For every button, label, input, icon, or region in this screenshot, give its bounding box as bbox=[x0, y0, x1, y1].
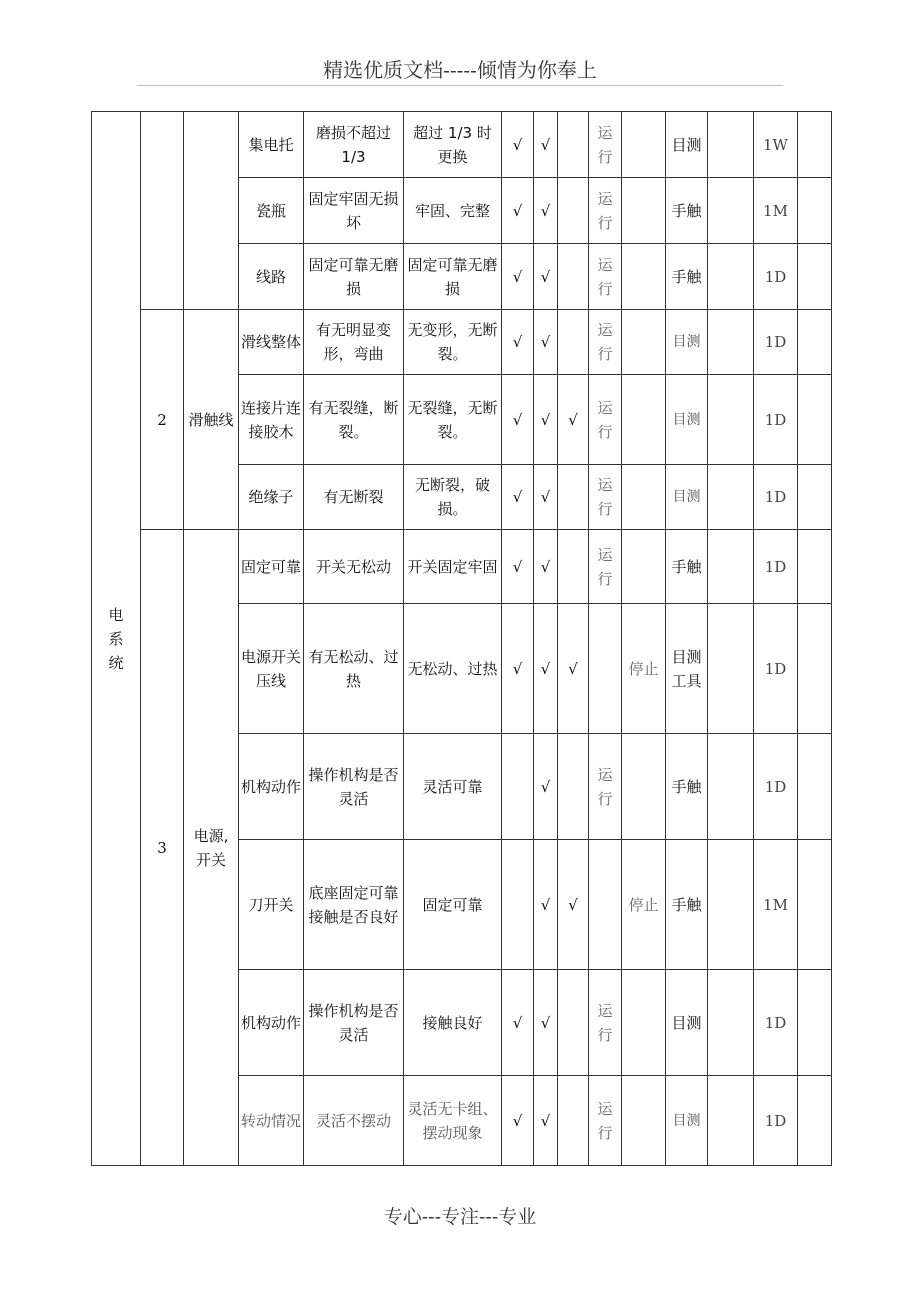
check-cell: √ bbox=[502, 310, 534, 375]
standard-cell: 无松动、过热 bbox=[404, 604, 502, 734]
check-cell: √ bbox=[502, 178, 534, 244]
method-cell: 目测 工具 bbox=[666, 604, 708, 734]
check-cell: √ bbox=[558, 840, 589, 970]
content-cell: 固定可靠无磨损 bbox=[304, 244, 404, 310]
blank-cell bbox=[708, 112, 754, 178]
standard-cell: 固定可靠 bbox=[404, 840, 502, 970]
cycle-cell: 1D bbox=[754, 244, 798, 310]
header-rule bbox=[138, 85, 782, 86]
check-cell bbox=[558, 530, 589, 604]
state-run-cell bbox=[589, 840, 622, 970]
blank-cell bbox=[798, 970, 832, 1076]
standard-cell: 牢固、完整 bbox=[404, 178, 502, 244]
check-cell bbox=[502, 840, 534, 970]
blank-cell bbox=[798, 840, 832, 970]
content-cell: 有无断裂 bbox=[304, 465, 404, 530]
standard-cell: 超过 1/3 时更换 bbox=[404, 112, 502, 178]
part-cell: 连接片连接胶木 bbox=[239, 375, 304, 465]
state-run-cell: 运行 bbox=[589, 530, 622, 604]
content-cell: 底座固定可靠 接触是否良好 bbox=[304, 840, 404, 970]
check-cell: √ bbox=[502, 244, 534, 310]
blank-cell bbox=[708, 840, 754, 970]
part-cell: 绝缘子 bbox=[239, 465, 304, 530]
content-cell: 有无裂缝，断裂。 bbox=[304, 375, 404, 465]
blank-cell bbox=[708, 970, 754, 1076]
content-cell: 操作机构是否 灵活 bbox=[304, 734, 404, 840]
part-cell: 瓷瓶 bbox=[239, 178, 304, 244]
check-cell bbox=[558, 178, 589, 244]
cycle-cell: 1D bbox=[754, 734, 798, 840]
check-cell: √ bbox=[502, 375, 534, 465]
check-cell: √ bbox=[534, 1076, 558, 1166]
check-cell bbox=[558, 734, 589, 840]
state-run-cell: 运行 bbox=[589, 178, 622, 244]
blank-cell bbox=[798, 604, 832, 734]
page-header: 精选优质文档-----倾情为你奉上 bbox=[323, 58, 597, 82]
check-cell bbox=[558, 1076, 589, 1166]
cycle-cell: 1D bbox=[754, 970, 798, 1076]
part-cell: 机构动作 bbox=[239, 734, 304, 840]
check-cell bbox=[558, 244, 589, 310]
state-run-cell: 运行 bbox=[589, 970, 622, 1076]
blank-cell bbox=[708, 734, 754, 840]
check-cell: √ bbox=[502, 465, 534, 530]
state-stop-cell bbox=[622, 112, 666, 178]
system-label-char: 电 bbox=[108, 605, 124, 624]
method-cell: 手触 bbox=[666, 734, 708, 840]
check-cell: √ bbox=[534, 840, 558, 970]
state-run-cell bbox=[589, 604, 622, 734]
cycle-cell: 1D bbox=[754, 604, 798, 734]
method-cell: 手触 bbox=[666, 530, 708, 604]
group-name bbox=[184, 112, 239, 310]
blank-cell bbox=[798, 310, 832, 375]
table-row bbox=[92, 310, 832, 375]
check-cell: √ bbox=[502, 970, 534, 1076]
table-row bbox=[92, 112, 832, 178]
group-name: 电源, 开关 bbox=[184, 530, 239, 1166]
cycle-cell: 1M bbox=[754, 178, 798, 244]
content-cell: 固定牢固无损坏 bbox=[304, 178, 404, 244]
group-seq bbox=[141, 112, 184, 310]
standard-cell: 无裂缝，无断裂。 bbox=[404, 375, 502, 465]
group-seq: 2 bbox=[141, 310, 184, 530]
part-cell: 线路 bbox=[239, 244, 304, 310]
part-cell: 刀开关 bbox=[239, 840, 304, 970]
content-cell: 开关无松动 bbox=[304, 530, 404, 604]
state-stop-cell: 停止 bbox=[622, 604, 666, 734]
method-cell: 目测 bbox=[666, 375, 708, 465]
blank-cell bbox=[708, 178, 754, 244]
check-cell: √ bbox=[534, 465, 558, 530]
blank-cell bbox=[708, 310, 754, 375]
check-cell bbox=[558, 970, 589, 1076]
group-name: 滑触线 bbox=[184, 310, 239, 530]
method-cell: 目测 bbox=[666, 112, 708, 178]
check-cell bbox=[558, 112, 589, 178]
blank-cell bbox=[798, 244, 832, 310]
part-cell: 滑线整体 bbox=[239, 310, 304, 375]
content-cell: 有无明显变形，弯曲 bbox=[304, 310, 404, 375]
group-seq: 3 bbox=[141, 530, 184, 1166]
standard-cell: 固定可靠无磨损 bbox=[404, 244, 502, 310]
content-cell: 磨损不超过 1/3 bbox=[304, 112, 404, 178]
method-cell: 目测 bbox=[666, 465, 708, 530]
method-cell: 目测 bbox=[666, 970, 708, 1076]
standard-cell: 灵活无卡组、摆动现象 bbox=[404, 1076, 502, 1166]
blank-cell bbox=[798, 465, 832, 530]
method-cell: 目测 bbox=[666, 310, 708, 375]
standard-cell: 无断裂，破损。 bbox=[404, 465, 502, 530]
check-cell bbox=[558, 310, 589, 375]
system-label-char: 系 bbox=[108, 629, 124, 648]
check-cell: √ bbox=[534, 375, 558, 465]
state-stop-cell bbox=[622, 465, 666, 530]
system-label-char: 统 bbox=[108, 653, 124, 672]
method-cell: 目测 bbox=[666, 1076, 708, 1166]
state-stop-cell bbox=[622, 970, 666, 1076]
blank-cell bbox=[708, 530, 754, 604]
state-stop-cell bbox=[622, 1076, 666, 1166]
state-run-cell: 运行 bbox=[589, 112, 622, 178]
method-cell: 手触 bbox=[666, 840, 708, 970]
cycle-cell: 1D bbox=[754, 1076, 798, 1166]
cycle-cell: 1M bbox=[754, 840, 798, 970]
blank-cell bbox=[708, 604, 754, 734]
check-cell: √ bbox=[534, 310, 558, 375]
standard-cell: 接触良好 bbox=[404, 970, 502, 1076]
cycle-cell: 1D bbox=[754, 310, 798, 375]
state-run-cell: 运行 bbox=[589, 244, 622, 310]
state-run-cell: 运行 bbox=[589, 734, 622, 840]
content-cell: 有无松动、过热 bbox=[304, 604, 404, 734]
state-stop-cell: 停止 bbox=[622, 840, 666, 970]
blank-cell bbox=[798, 112, 832, 178]
state-stop-cell bbox=[622, 530, 666, 604]
check-cell: √ bbox=[558, 375, 589, 465]
state-stop-cell bbox=[622, 734, 666, 840]
blank-cell bbox=[798, 530, 832, 604]
system-label bbox=[92, 112, 141, 1166]
check-cell: √ bbox=[502, 1076, 534, 1166]
standard-cell: 无变形，无断裂。 bbox=[404, 310, 502, 375]
check-cell: √ bbox=[534, 244, 558, 310]
blank-cell bbox=[798, 375, 832, 465]
check-cell: √ bbox=[534, 178, 558, 244]
part-cell: 转动情况 bbox=[239, 1076, 304, 1166]
blank-cell bbox=[708, 244, 754, 310]
blank-cell bbox=[708, 375, 754, 465]
standard-cell: 开关固定牢固 bbox=[404, 530, 502, 604]
check-cell bbox=[558, 465, 589, 530]
state-stop-cell bbox=[622, 178, 666, 244]
check-cell: √ bbox=[502, 604, 534, 734]
check-cell: √ bbox=[558, 604, 589, 734]
method-cell: 手触 bbox=[666, 178, 708, 244]
cycle-cell: 1D bbox=[754, 465, 798, 530]
check-cell: √ bbox=[534, 530, 558, 604]
check-cell: √ bbox=[534, 734, 558, 840]
cycle-cell: 1W bbox=[754, 112, 798, 178]
content-cell: 灵活不摆动 bbox=[304, 1076, 404, 1166]
cycle-cell: 1D bbox=[754, 375, 798, 465]
state-run-cell: 运行 bbox=[589, 375, 622, 465]
part-cell: 电源开关压线 bbox=[239, 604, 304, 734]
blank-cell bbox=[708, 465, 754, 530]
blank-cell bbox=[798, 1076, 832, 1166]
page-footer: 专心---专注---专业 bbox=[383, 1206, 537, 1228]
check-cell: √ bbox=[534, 604, 558, 734]
table-row bbox=[92, 530, 832, 604]
method-cell: 手触 bbox=[666, 244, 708, 310]
standard-cell: 灵活可靠 bbox=[404, 734, 502, 840]
check-cell: √ bbox=[534, 112, 558, 178]
part-cell: 机构动作 bbox=[239, 970, 304, 1076]
blank-cell bbox=[798, 178, 832, 244]
check-cell bbox=[502, 734, 534, 840]
state-stop-cell bbox=[622, 375, 666, 465]
check-cell: √ bbox=[534, 970, 558, 1076]
cycle-cell: 1D bbox=[754, 530, 798, 604]
state-run-cell: 运行 bbox=[589, 465, 622, 530]
state-stop-cell bbox=[622, 244, 666, 310]
check-cell: √ bbox=[502, 112, 534, 178]
blank-cell bbox=[798, 734, 832, 840]
check-cell: √ bbox=[502, 530, 534, 604]
state-run-cell: 运行 bbox=[589, 310, 622, 375]
part-cell: 固定可靠 bbox=[239, 530, 304, 604]
state-run-cell: 运行 bbox=[589, 1076, 622, 1166]
content-cell: 操作机构是否 灵活 bbox=[304, 970, 404, 1076]
state-stop-cell bbox=[622, 310, 666, 375]
inspection-table bbox=[91, 111, 832, 1166]
part-cell: 集电托 bbox=[239, 112, 304, 178]
blank-cell bbox=[708, 1076, 754, 1166]
